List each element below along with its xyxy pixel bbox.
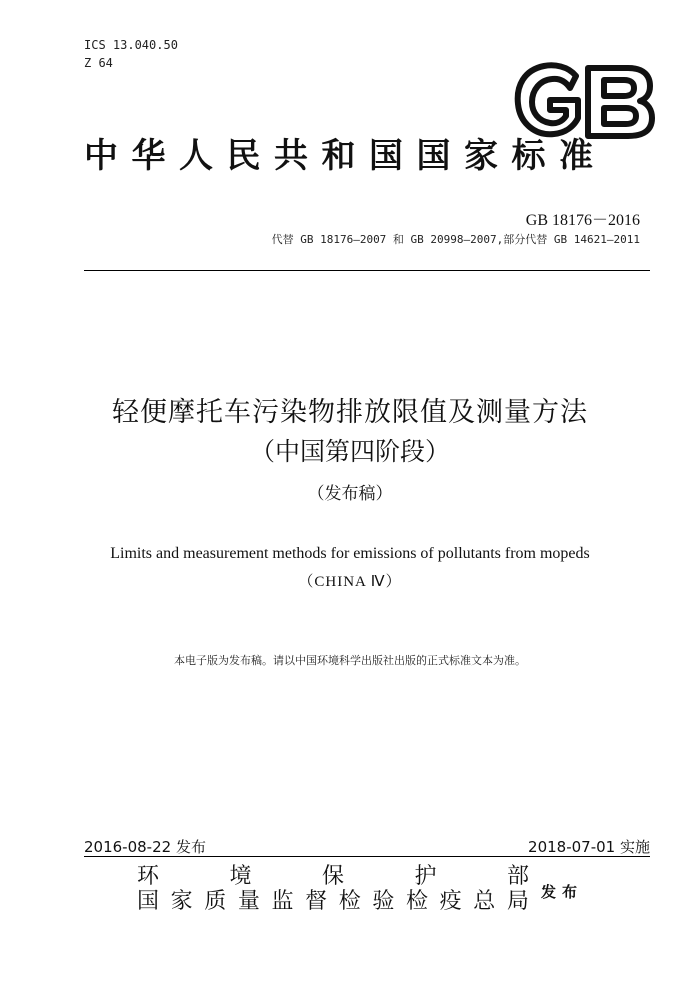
title-zh-main: 轻便摩托车污染物排放限值及测量方法 (112, 397, 588, 428)
issuer-char: 总 (473, 889, 496, 914)
ics-code: ICS 13.040.50 (84, 38, 178, 52)
replaces-note: 代替 GB 18176—2007 和 GB 20998—2007,部分代替 GB 14621—2011 (271, 233, 640, 246)
issuer-char: 部 (506, 864, 529, 889)
issuer-char: 质 (204, 889, 227, 914)
title-zh-stage: （中国第四阶段） (249, 437, 450, 466)
issuer-char: 环 (137, 864, 160, 889)
implementation-date: 2018-07-01 实施 (528, 838, 650, 856)
title-en-main: Limits and measurement methods for emissions of pollutants from mopeds (110, 545, 590, 562)
issuer-line-2 (137, 889, 529, 915)
footer-divider (84, 856, 650, 857)
issuer-char: 护 (414, 864, 437, 889)
issuer-char: 境 (229, 864, 252, 889)
issuer-char: 家 (170, 889, 193, 914)
issuer-char: 量 (237, 889, 260, 914)
issuer-char: 局 (506, 889, 529, 914)
issuer-char: 疫 (439, 889, 462, 914)
header-divider (84, 270, 650, 271)
title-en-stage: （CHINA Ⅳ） (298, 574, 402, 590)
issuer-char: 检 (406, 889, 429, 914)
issuer-char: 验 (372, 889, 395, 914)
classification-codes (84, 36, 178, 72)
issuer-char: 监 (271, 889, 294, 914)
issuer-char: 督 (305, 889, 328, 914)
issue-date: 2016-08-22 发布 (84, 838, 206, 856)
title-zh-status: （发布稿） (307, 484, 393, 504)
ccs-code: Z 64 (84, 56, 113, 70)
issuer-char: 国 (137, 889, 160, 914)
publish-label: 发布 (541, 883, 584, 901)
gb-logo (510, 62, 656, 142)
issuer-line-1 (137, 864, 529, 890)
country-standard-heading: 中华人民共和国国家标准 (84, 136, 607, 176)
issuer-char: 检 (338, 889, 361, 914)
issuer-char: 保 (321, 864, 344, 889)
standard-number: GB 18176－2016 (525, 212, 640, 229)
electronic-version-note: 本电子版为发布稿。请以中国环境科学出版社出版的正式标准文本为准。 (174, 654, 526, 667)
